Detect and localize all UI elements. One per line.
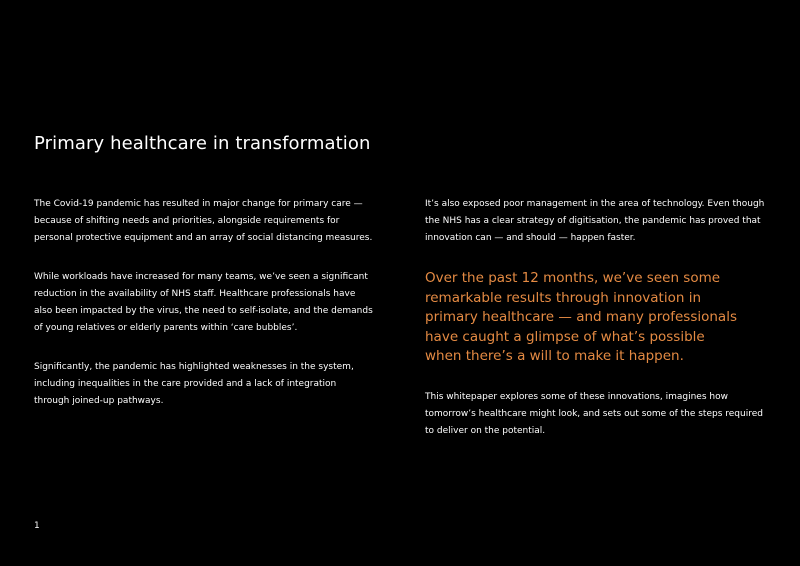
- body-paragraph: The Covid-19 pandemic has resulted in major change for primary care — because of shifting needs and priorities, alongside requirements for personal protective equipment and an array of social distancing measures.: [34, 199, 373, 243]
- page-number: 1: [34, 521, 40, 531]
- body-paragraph: It’s also exposed poor management in the area of technology. Even though the NHS has a clear strategy of digitisation, the pandemic has proved that innovation can — and should — happen faster.: [425, 199, 765, 243]
- left-column: [34, 196, 374, 432]
- body-paragraph: This whitepaper explores some of these innovations, imagines how tomorrow’s healthcare might look, and sets out some of the steps required to deliver on the potential.: [425, 391, 763, 436]
- page-title: Primary healthcare in transformation: [34, 133, 371, 154]
- right-column: [425, 196, 765, 462]
- pull-quote: Over the past 12 months, we’ve seen some remarkable results through innovation in primary healthcare — and many professionals have caught a glimpse of what’s possible when there’s a will to make it happen.: [425, 270, 737, 364]
- body-paragraph: Significantly, the pandemic has highlighted weaknesses in the system, including inequalities in the care provided and a lack of integration through joined-up pathways.: [34, 362, 354, 406]
- body-paragraph: While workloads have increased for many teams, we’ve seen a significant reduction in the availability of NHS staff. Healthcare professionals have also been impacted by the virus, the need to self-isolate, and the demands of young relatives or elderly parents within ‘care bubbles’.: [34, 272, 373, 333]
